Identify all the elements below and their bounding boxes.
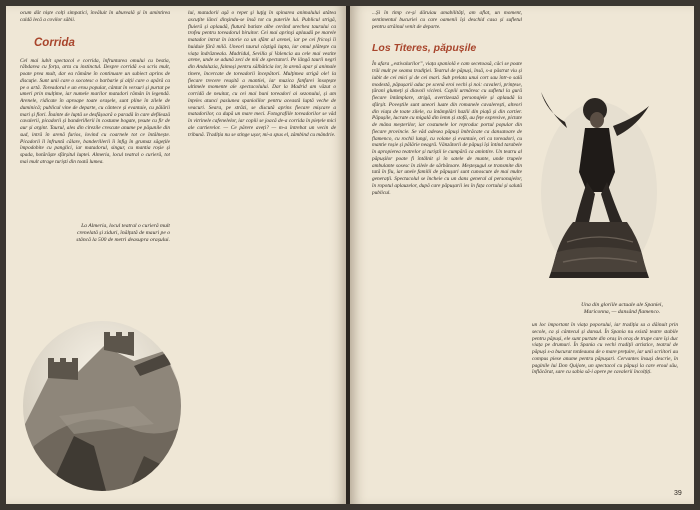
- magazine-spread: [6, 6, 694, 504]
- right-col1-intro: ...Și în timp ce-și dăruiau amabilități, am aflat, un moment, sentimentul bucuriei cu care oamenii își deschid casa și sufletul pentru străinul venit de departe.: [372, 10, 522, 30]
- page-number: 39: [674, 490, 682, 497]
- titeres-body: În afara „estivalurilor”, viața spaniolă e cam secetoasă, căci se poate trăi mult pe seama tradiţiei. Teatrul de păpuși, însă, s-a păstrat viu și iubit de cei mici și de cei mari. Sub prelata unui cort sau într-o sală modestă, păpușarii aduc pe scenă eroi vechi și noi: cavaleri, prințese, țărani glumeți și diavoli vicleni. Copiii urmăresc cu sufletul la gură fiecare întâmplare, strigă, avertizează personajele și aplaudă la sfârșit. Poveștile sunt uneori luate din romanele cavalerești, alteori din viața de toate zilele, cu întâmplări hazlii din piață și din cartier. Păpușile, lucrate cu migală din lemn și stofă, au fețe expresive, pictate de mâna meșterilor, iar costumele lor reproduc portul popular din fiecare provincie. Se văd adesea păpuși îmbrăcate ca dansatoare de flamenco, cu rochii lungi, cu volane și evantaie, ori ca toreadori, cu mantie roșie și pălărie neagră. Vânzătorii de păpuși își întind tarabele în apropierea teatrelor și turiștii le cumpără ca amintire. Un teatru al păpușilor poate fi întâlnit și în satele de munte, unde trupele ambulante sosesc în zilele de sărbătoare. Meșteșugul se transmite din tată în fiu, iar unele familii de păpușari sunt cunoscute de mai multe generații. Spectacolul se încheie cu un dans general al personajelor, în ropotul aplauzelor, după care păpușarii ies în fața cortului și salută publicul.: [372, 61, 522, 196]
- left-col1-intro: ocum dăt niște colți simpatici, învăluit în abureală și în amintirea caldă lecă a covilor săbii.: [20, 10, 170, 23]
- left-column-2: [188, 10, 336, 496]
- castle-illustration: [14, 306, 190, 502]
- titeres-title: Los Titeres, păpușile: [372, 42, 477, 55]
- right-column-2: [532, 322, 678, 482]
- flamenco-dancer-photo: [537, 82, 663, 278]
- left-page: [6, 6, 347, 504]
- right-column-1: [372, 10, 522, 494]
- castle-caption: La Almeria, locul teatral o curieră mult crenelată și ziduri, înălțată de mauri pe o stâncă la 500 de metri deasupra orașului.: [76, 222, 170, 243]
- photo-caption: Una din gloriile actuale ale Spaniei, Mariconna, — dansând flamenco.: [581, 302, 663, 315]
- left-col2-body: lui, matadorii aşă o repet şi luţig în spinarea animalului atâtea ascuţite lănci dinşindu-se însă tot cu puterile lui. Publicul strigă, fluieră și aplaudă, flutură batiste albe cerând urechea taurului ca trofeu pentru toreadorul biruitor. Cei mai aprinşi aplaudă pe marele matador intrat în istorie ca un sfânt al arenei, iar pe cei fricoși îi huiduie fără milă. Uneori taurul câștigă lupta, iar omul plătește cu viața îndrăzneala. Madridul, Sevilla și Valencia au cele mai vestite arene, unde se adună zeci de mii de spectatori. Pe lângă taurii negri din Andaluzia, faimoși pentru sălbăticia lor, în arenă apar și animale tinere, încercate de toreadorii începători. Mulţimea strigă ole! la fiecare trecere reușită a mantiei, iar muzica fanfarei însoțește ultimele momente ale spectacolului. Dar la Madrid am văzut o corridă de neuitat, cu cei mai buni toreadori ai sezonului, și am înțeles atunci pasiunea spaniolilor pentru această luptă veche de veacuri. Seara, pe străzi, se discută aprins fiecare mișcare a matadorilor, ca după un mare meci. Fotografiile toreadorilor se văd în vitrinele cafenelelor, iar copiii se joacă de-a corrida în piețele mici ale cartierelor. — Ce părere aveți? — m-a întrebat un vecin de tribună. Tradiția nu se stinge ușor, mi-a spus el, zâmbind cu mândrie.: [188, 10, 336, 138]
- right-col2-body: un loc important în viața poporului, iar tradiția sa a dăinuit prin secole, ca și cântecul și dansul. În Spania nu există teatre stabile pentru păpuși, ele sunt purtate din oraș în oraș de trupe care își duc viața pe drumuri. În Spania cu vechi tradiţii artistice, teatrul de păpuși s-a bucurat totdeauna de o mare prețuire, iar unii scriitori au compus piese anume pentru păpușari. Cervantes însuși descrie, în paginile lui Don Quijote, un spectacol cu păpuși la care eroul său, înflăcărat, sare cu sabia să-i apere pe cavalerii încolțiți.: [532, 322, 678, 376]
- corrida-title: Corrida: [34, 36, 75, 49]
- right-page: [350, 6, 694, 504]
- corrida-body: Cel mai iubit spectacol e corrida, înfruntarea omului cu bestia, răbdarea cu forța, arta cu instinctul. Despre corridă s-a scris mult, poate prea mult, dar ea rămâne în continuare un subiect aprins de discuție. Sunt unii care o socotesc o barbarie și alții care o apără ca pe o artă. Toreadorul e un erou popular, cântat în versuri și purtat pe umeri prin mulțime, iar numele marilor matadori rămân în legendă. Arenele, ridicate în aproape toate orașele, sunt pline în zilele de duminică; publicul vine de departe, cu cântece și evantaie, cu pălării mari și flori. Înainte de luptă se desfășoară o paradă în care defilează cavalerii, picadorii și banderillerii în costume bogate, țesute cu fir de aur și argint. Taurul, ales din cirezile crescute anume pe pășunile din sud, intră în arenă furios, lovind cu coarnele tot ce întâlnește. Picadorii îl înfruntă călare, banderillerii îi înfig în grumaz săgețile împodobite cu panglici, iar matadorul, singur, cu mantia roșie și spada, hotărăște sfârșitul luptei. Almeria, locul teatral o curieră, tot mai mult atrage turiști din toată lumea.: [20, 57, 170, 165]
